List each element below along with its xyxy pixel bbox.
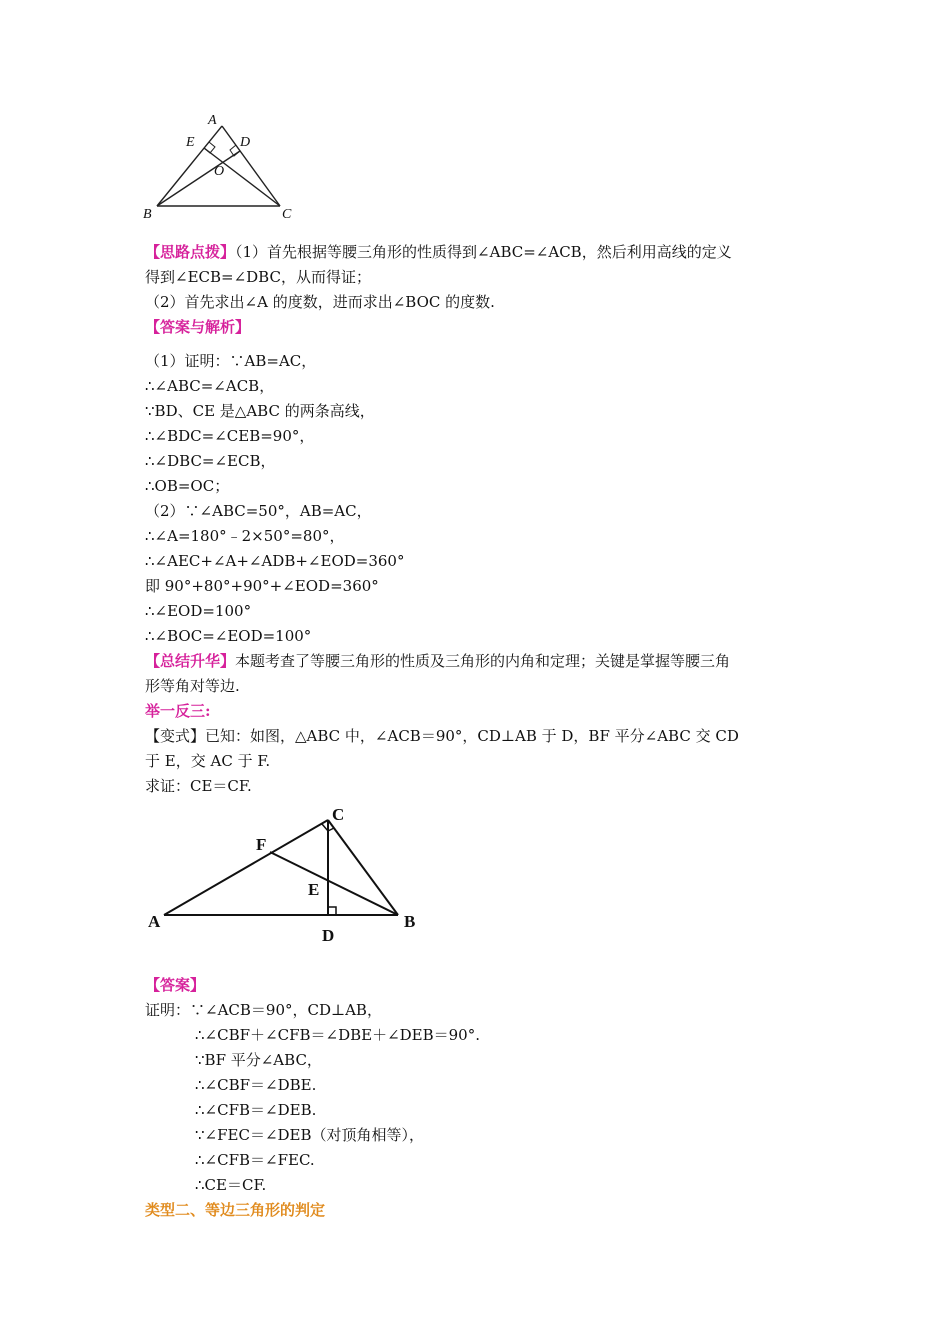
- solution-line: ∴OB=OC；: [145, 477, 230, 495]
- summary-tag: 【总结升华】: [145, 652, 236, 670]
- solution-line: （1）证明：∵AB=AC，: [145, 352, 317, 370]
- proof-step: ∵BF 平分∠ABC，: [195, 1051, 322, 1069]
- hint-text-1: （1）首先根据等腰三角形的性质得到∠ABC=∠ACB，然后利用高线的定义: [235, 243, 732, 261]
- proof-step: ∴∠CFB＝∠DEB.: [195, 1101, 317, 1119]
- proof-step: ∴∠CFB＝∠FEC.: [195, 1151, 315, 1169]
- label-c: C: [332, 805, 345, 824]
- summary-text-1: 本题考查了等腰三角形的性质及三角形的内角和定理；关键是掌握等腰三角: [235, 652, 731, 670]
- label-e: E: [186, 135, 195, 150]
- label-a: A: [148, 912, 161, 931]
- label-b: B: [404, 912, 416, 931]
- solution-line: ∴∠DBC=∠ECB，: [145, 452, 276, 470]
- segment-bf: [270, 852, 398, 915]
- proof-step: ∴∠CBF＋∠CFB＝∠DBE＋∠DEB＝90°.: [195, 1026, 480, 1044]
- proof-step: ∵∠FEC＝∠DEB（对顶角相等），: [195, 1126, 425, 1144]
- figure-triangle-abc-altitudes: [140, 108, 300, 223]
- answer2-heading: 【答案】: [145, 976, 206, 994]
- figure-right-triangle-bisector: [140, 800, 440, 950]
- right-angle-mark-d: [328, 907, 336, 915]
- solution-line: ∴∠BOC=∠EOD=100°: [145, 627, 312, 645]
- next-section-heading: 类型二、等边三角形的判定: [145, 1201, 326, 1219]
- hint-line-1: [145, 241, 732, 263]
- hint-line-2: 得到∠ECB=∠DBC，从而得证；: [145, 268, 371, 286]
- solution-line: 即 90°+80°+90°+∠EOD=360°: [145, 577, 379, 595]
- solution-line: ∴∠AEC+∠A+∠ADB+∠EOD=360°: [145, 552, 405, 570]
- solution-line: ∴∠BDC=∠CEB=90°，: [145, 427, 315, 445]
- solution-line: （2）∵∠ABC=50°，AB=AC，: [145, 502, 372, 520]
- answer-heading: 【答案与解析】: [145, 318, 251, 336]
- practice-heading: 举一反三:: [145, 702, 211, 720]
- summary-line-1: [145, 650, 730, 672]
- hint-line-3: （2）首先求出∠A 的度数，进而求出∠BOC 的度数.: [145, 293, 495, 311]
- proof-first-line: 证明：∵∠ACB＝90°，CD⊥AB，: [145, 1001, 382, 1019]
- variant-line-1: 【变式】已知：如图，△ABC 中，∠ACB＝90°，CD⊥AB 于 D，BF 平分∠ABC 交 CD: [145, 727, 739, 745]
- proof-step: ∴CE＝CF.: [195, 1176, 267, 1194]
- solution-line: ∴∠EOD=100°: [145, 602, 252, 620]
- hint-tag: 【思路点拨】: [145, 243, 236, 261]
- label-d: D: [322, 926, 335, 945]
- summary-line-2: 形等角对等边.: [145, 677, 240, 695]
- label-e: E: [308, 880, 320, 899]
- solution-line: ∴∠A=180°﹣2×50°=80°，: [145, 527, 345, 545]
- variant-line-3: 求证：CE＝CF.: [145, 777, 252, 795]
- label-a: A: [208, 113, 217, 128]
- solution-line: ∴∠ABC=∠ACB，: [145, 377, 275, 395]
- variant-line-2: 于 E，交 AC 于 F.: [145, 752, 271, 770]
- label-b: B: [143, 207, 152, 222]
- segment-bc: [328, 820, 398, 915]
- label-o: O: [214, 164, 225, 179]
- solution-line: ∵BD、CE 是△ABC 的两条高线，: [145, 402, 375, 420]
- label-d: D: [240, 135, 251, 150]
- label-f: F: [256, 835, 267, 854]
- segment-bd: [157, 151, 240, 206]
- segment-ac: [222, 126, 280, 206]
- label-c: C: [282, 207, 292, 222]
- proof-step: ∴∠CBF＝∠DBE.: [195, 1076, 317, 1094]
